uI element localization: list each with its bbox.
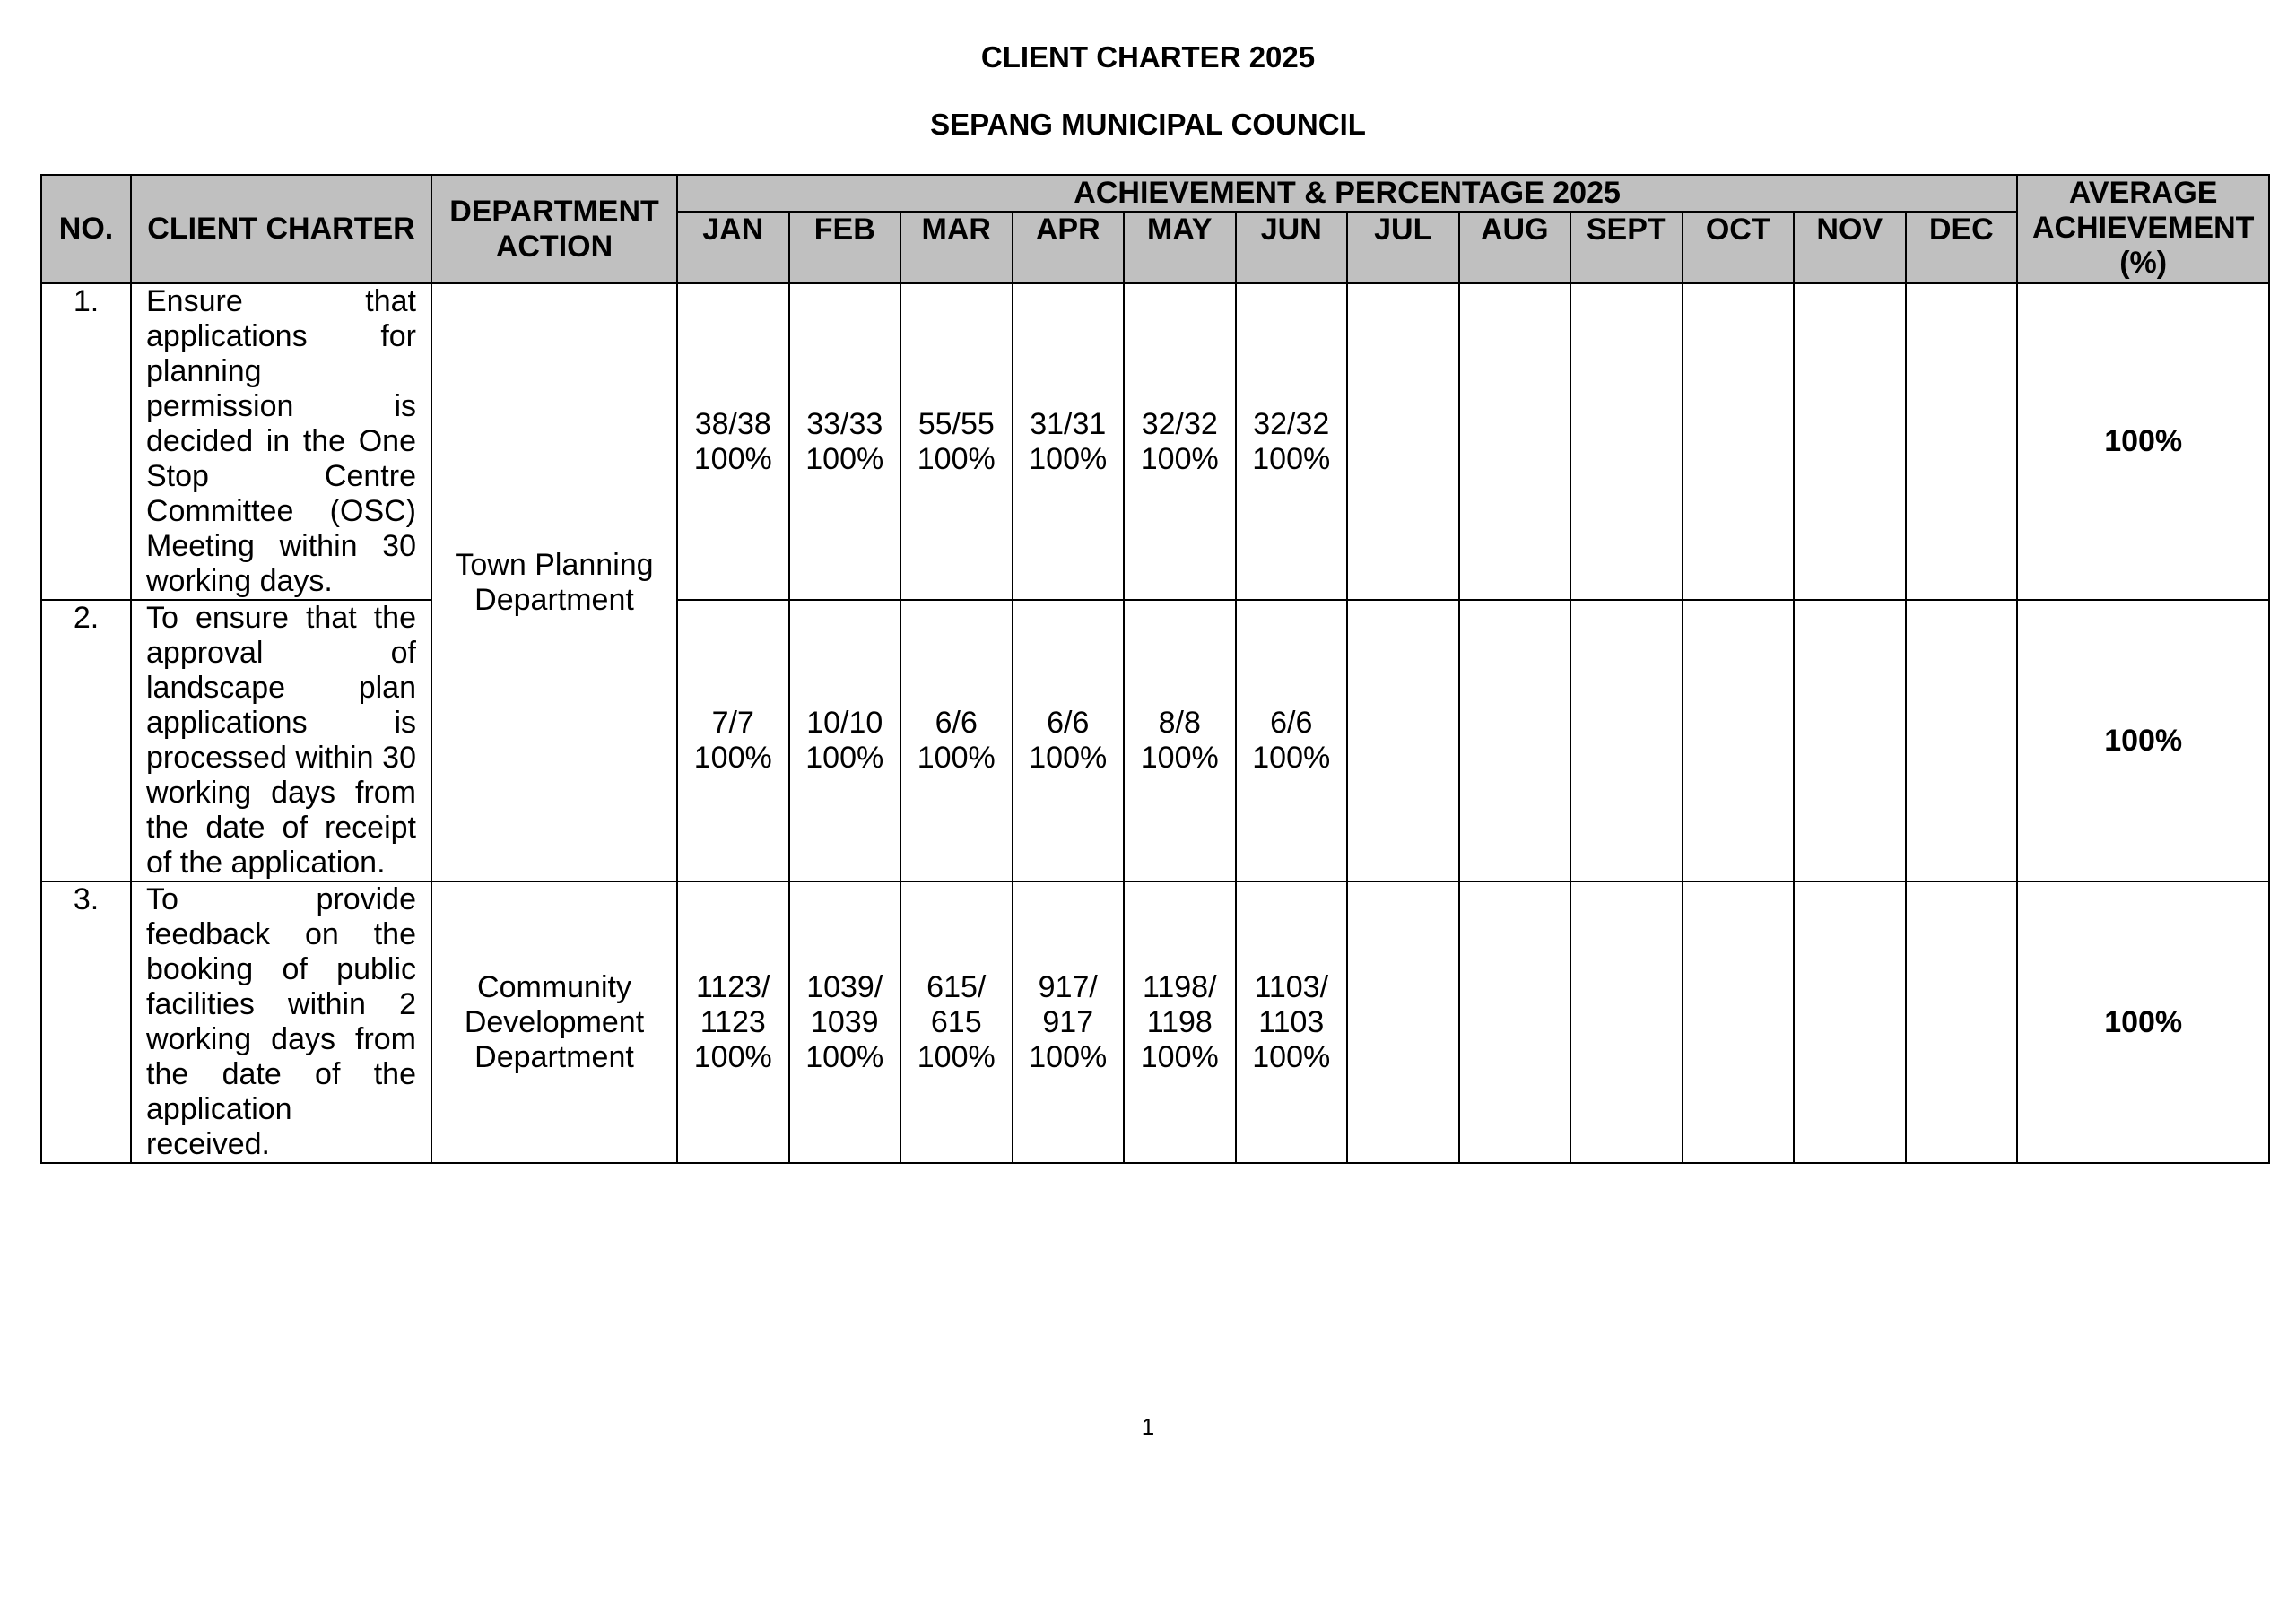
month-value xyxy=(1794,881,1906,1163)
month-value xyxy=(1459,600,1571,881)
month-value xyxy=(1459,881,1571,1163)
month-value xyxy=(1570,283,1683,600)
month-value xyxy=(1347,881,1459,1163)
header-no: NO. xyxy=(41,175,131,283)
month-value: 38/38 100% xyxy=(677,283,789,600)
month-header: APR xyxy=(1013,212,1125,283)
month-header: JAN xyxy=(677,212,789,283)
month-value: 10/10 100% xyxy=(789,600,901,881)
client-charter-text: Ensure that applications for planning permission is decided in the One Stop Centre Committee (OSC) Meeting within 30 working days. xyxy=(131,283,431,600)
client-charter-table xyxy=(40,174,2270,1164)
header-department-action: DEPARTMENT ACTION xyxy=(431,175,677,283)
page-number: 1 xyxy=(1141,1413,1155,1440)
month-value xyxy=(1683,600,1795,881)
month-value: 6/6 100% xyxy=(1013,600,1125,881)
month-value xyxy=(1347,283,1459,600)
table-row xyxy=(41,283,2269,600)
client-charter-text: To ensure that the approval of landscape plan applications is processed within 30 working days from the date of receipt of the application. xyxy=(131,600,431,881)
month-header: NOV xyxy=(1794,212,1906,283)
month-value: 1103/ 1103 100% xyxy=(1236,881,1348,1163)
document-subtitle: SEPANG MUNICIPAL COUNCIL xyxy=(930,108,1366,141)
month-header: MAY xyxy=(1124,212,1236,283)
row-number: 1. xyxy=(41,283,131,600)
month-value xyxy=(1794,283,1906,600)
month-value: 6/6 100% xyxy=(900,600,1013,881)
month-value: 1198/ 1198 100% xyxy=(1124,881,1236,1163)
month-value: 31/31 100% xyxy=(1013,283,1125,600)
department-cell: Town Planning Department xyxy=(431,283,677,881)
month-header: AUG xyxy=(1459,212,1571,283)
department-cell: Community Development Department xyxy=(431,881,677,1163)
row-number: 3. xyxy=(41,881,131,1163)
month-value: 32/32 100% xyxy=(1236,283,1348,600)
month-value xyxy=(1794,600,1906,881)
header-achievement: ACHIEVEMENT & PERCENTAGE 2025 xyxy=(677,175,2017,212)
month-value: 7/7 100% xyxy=(677,600,789,881)
client-charter-text: To provide feedback on the booking of public facilities within 2 working days from the date of the application received. xyxy=(131,881,431,1163)
month-header: FEB xyxy=(789,212,901,283)
month-value xyxy=(1347,600,1459,881)
month-value xyxy=(1459,283,1571,600)
average-achievement-value: 100% xyxy=(2017,283,2269,600)
header-client-charter: CLIENT CHARTER xyxy=(131,175,431,283)
month-value xyxy=(1683,881,1795,1163)
month-value xyxy=(1570,600,1683,881)
month-value xyxy=(1906,600,2018,881)
month-value: 917/ 917 100% xyxy=(1013,881,1125,1163)
month-value: 1039/ 1039 100% xyxy=(789,881,901,1163)
month-value: 615/ 615 100% xyxy=(900,881,1013,1163)
month-value: 33/33 100% xyxy=(789,283,901,600)
month-header: SEPT xyxy=(1570,212,1683,283)
month-header: MAR xyxy=(900,212,1013,283)
document-title: CLIENT CHARTER 2025 xyxy=(980,40,1316,74)
month-value xyxy=(1906,283,2018,600)
month-value: 8/8 100% xyxy=(1124,600,1236,881)
row-number: 2. xyxy=(41,600,131,881)
table-row xyxy=(41,881,2269,1163)
month-header: DEC xyxy=(1906,212,2018,283)
month-value: 1123/ 1123 100% xyxy=(677,881,789,1163)
month-header: JUN xyxy=(1236,212,1348,283)
month-value xyxy=(1683,283,1795,600)
header-row xyxy=(41,175,2269,212)
table-row xyxy=(41,600,2269,881)
month-value: 55/55 100% xyxy=(900,283,1013,600)
average-achievement-value: 100% xyxy=(2017,600,2269,881)
month-value xyxy=(1906,881,2018,1163)
average-achievement-value: 100% xyxy=(2017,881,2269,1163)
month-value: 6/6 100% xyxy=(1236,600,1348,881)
month-header: JUL xyxy=(1347,212,1459,283)
month-value xyxy=(1570,881,1683,1163)
month-value: 32/32 100% xyxy=(1124,283,1236,600)
month-header: OCT xyxy=(1683,212,1795,283)
header-average-achievement: AVERAGE ACHIEVEMENT (%) xyxy=(2017,175,2269,283)
